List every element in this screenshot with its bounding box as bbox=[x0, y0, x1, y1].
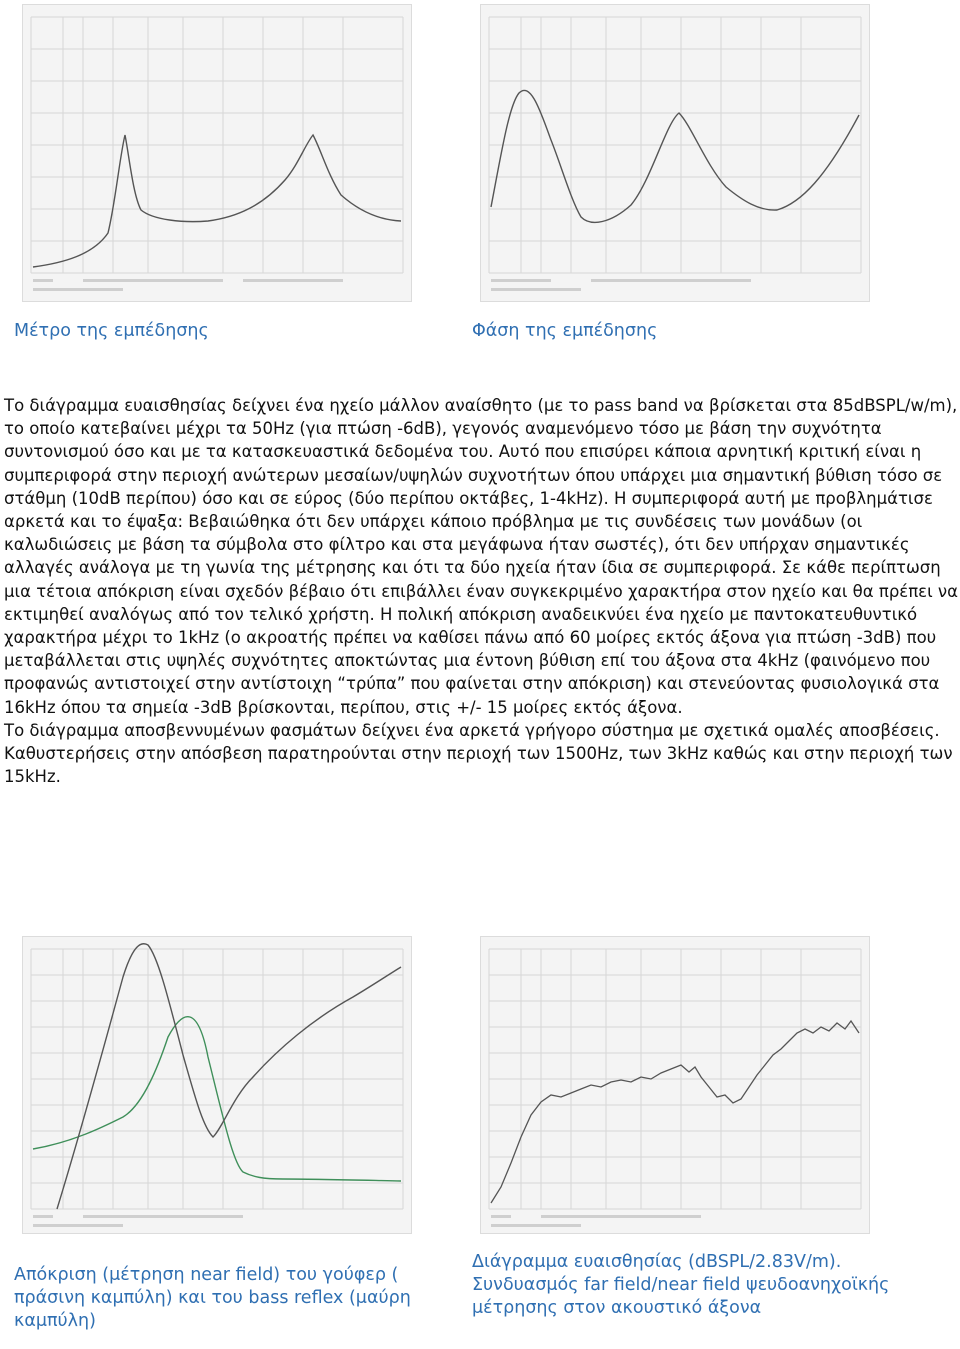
bass-reflex-curve bbox=[57, 944, 401, 1209]
sensitivity-chart-caption: Διάγραμμα ευαισθησίας (dBSPL/2.83V/m). Συνδυασμός far field/near field ψευδοανηχοϊκής μέτρησης στον ακουστικό άξονα bbox=[472, 1252, 890, 1318]
review-paragraph-1: Το διάγραμμα ευαισθησίας δείχνει ένα ηχείο μάλλον αναίσθητο (με το pass band να βρίσκεται στα 85dBSPL/w/m), το οποίο κατεβαίνει μέχρι τα 50Hz (για πτώση -6dB), γεγονός αναμενόμενο τόσο με βάση την συχνότητα συντονισμού όσο και με τα κατασκευαστικά δεδομένα του. Αυτό που επισύρει κάποια αρνητική κριτική είναι η συμπεριφορά στην περιοχή ανώτερων μεσαίων/υψηλών συχνοτήτων όπου υπάρχει μια σημαντική βύθιση τόσο σε στάθμη (10dB περίπου) όσο και σε εύρος (δύο περίπου οκτάβες, 1-4kHz). Η συμπεριφορά αυτή με προβλημάτισε αρκετά και το έψαξα: Βεβαιώθηκα ότι δεν υπάρχει κάποιο πρόβλημα με τις συνδέσεις των μονάδων (οι καλωδιώσεις με βάση τα σύμβολα στο φίλτρο και στα μεγάφωνα ήταν σωστές), ότι δεν υπήρχαν σημαντικές αλλαγές ανάλογα με τη γωνία της μέτρησης και ότι τα δύο ηχεία ήταν ίδια σε συμπεριφορά. Σε κάθε περίπτωση μια τέτοια απόκριση είναι σχεδόν βέβαιο ότι επιβάλλει έναν συγκεκριμένο χαρακτήρα στον ηχείο και θα πρέπει να εκτιμηθεί αναλόγως από τον τελικό χρήστη. Η πολική απόκριση αναδεικνύει ένα ηχείο με παντοκατευθυντικό χαρακτήρα μέχρι το 1kHz (ο ακροατής πρέπει να καθίσει πάνω από 60 μοίρες εκτός άξονα για πτώση -3dB) που μεταβάλλεται στις υψηλές συχνότητες αποκτώντας μια έντονη βύθιση επί του άξονα στα 4kHz (φαινόμενο που προφανώς αντιστοιχεί στην αντίστοιχη “τρύπα” που φαίνεται στην απόκριση) και στενεύοντας φυσιολογικά στα 16kHz όπου τα σημεία -3dB βρίσκονται, περίπου, στις +/- 15 μοίρες εκτός άξονα. bbox=[4, 396, 959, 717]
review-text bbox=[4, 394, 959, 788]
impedance-phase-figure bbox=[480, 4, 870, 302]
impedance-magnitude-caption: Μέτρο της εμπέδησης bbox=[14, 321, 209, 341]
impedance-phase-curve bbox=[491, 90, 859, 222]
impedance-magnitude-figure bbox=[22, 4, 412, 302]
nearfield-response-plot bbox=[23, 937, 411, 1233]
nearfield-response-caption: Απόκριση (μέτρηση near field) του γούφερ ( πράσινη καμπύλη) και του bass reflex (μαύρη καμπύλη) bbox=[14, 1265, 411, 1331]
woofer-curve bbox=[33, 1017, 401, 1181]
review-paragraph-2: Το διάγραμμα αποσβεννυμένων φασμάτων δείχνει ένα αρκετά γρήγορο σύστημα με σχετικά ομαλές αποσβέσεις. Καθυστερήσεις στην απόσβεση παρατηρούνται στην περιοχή των 1500Hz, των 3kHz καθώς και στην περιοχή των 15kHz. bbox=[4, 720, 953, 787]
impedance-magnitude-curve bbox=[33, 135, 401, 267]
nearfield-response-figure bbox=[22, 936, 412, 1234]
sensitivity-figure bbox=[480, 936, 870, 1234]
sensitivity-curve bbox=[491, 1021, 859, 1203]
impedance-magnitude-plot bbox=[23, 5, 411, 301]
sensitivity-plot bbox=[481, 937, 869, 1233]
impedance-phase-plot bbox=[481, 5, 869, 301]
impedance-phase-caption: Φάση της εμπέδησης bbox=[472, 321, 658, 341]
